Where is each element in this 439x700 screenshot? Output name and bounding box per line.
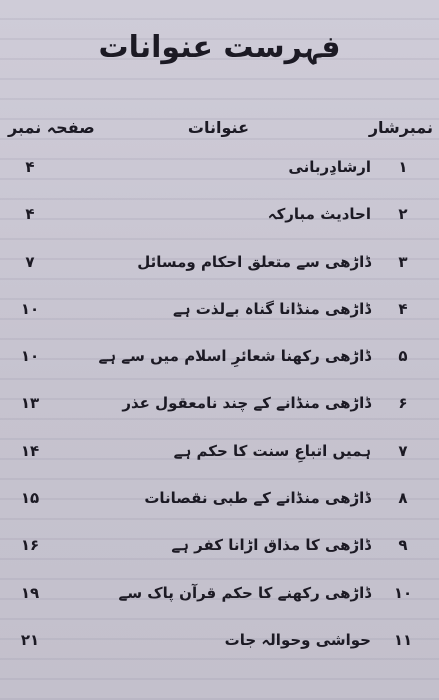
header-serial-number: نمبرشار bbox=[368, 118, 433, 137]
entry-number: ۲ bbox=[398, 205, 408, 224]
entry-number: ۵ bbox=[398, 347, 408, 366]
contents-list bbox=[0, 158, 439, 678]
entry-title: حواشی وحوالہ جات bbox=[224, 630, 371, 649]
entry-page: ۱۰ bbox=[20, 299, 40, 318]
entry-number: ۱۱ bbox=[393, 630, 413, 649]
entry-number: ۱ bbox=[398, 158, 408, 176]
entry-title: ڈاڑھی منڈانے کے چند نامعقول عذر bbox=[122, 394, 371, 413]
entry-page: ۴ bbox=[25, 205, 35, 224]
contents-row[interactable] bbox=[0, 158, 439, 205]
page-title: فہرست عنوانات bbox=[98, 30, 341, 65]
contents-row[interactable] bbox=[0, 489, 439, 536]
entry-page: ۷ bbox=[25, 252, 35, 271]
entry-page: ۱۵ bbox=[20, 489, 40, 508]
entry-title: ڈاڑھی کا مذاق اڑانا کفر ہے bbox=[171, 536, 371, 555]
entry-page: ۱۹ bbox=[20, 583, 40, 602]
entry-title: ڈاڑھی رکھنے کا حکم قرآن پاک سے bbox=[118, 583, 371, 602]
entry-title: ڈاڑھی منڈانے کے طبی نقصانات bbox=[144, 489, 371, 508]
entry-number: ۷ bbox=[398, 441, 408, 460]
entry-title: ڈاڑھی سے متعلق احکام ومسائل bbox=[137, 252, 371, 271]
entry-title: ہمیں اتباعِ سنت کا حکم ہے bbox=[173, 441, 371, 460]
contents-row[interactable] bbox=[0, 205, 439, 252]
entry-title: ارشادِربانی bbox=[288, 158, 371, 176]
entry-number: ۱۰ bbox=[393, 583, 413, 602]
entry-page: ۱۰ bbox=[20, 347, 40, 366]
contents-row[interactable] bbox=[0, 394, 439, 441]
header-topics: عنوانات bbox=[187, 118, 249, 137]
entry-number: ۶ bbox=[398, 394, 408, 413]
entry-title: احادیث مبارکہ bbox=[267, 205, 371, 224]
contents-row[interactable] bbox=[0, 300, 439, 347]
contents-row[interactable] bbox=[0, 347, 439, 394]
entry-number: ۴ bbox=[398, 299, 408, 318]
entry-page: ۱۳ bbox=[20, 394, 40, 413]
entry-title: ڈاڑھی منڈانا گناہ بےلذت ہے bbox=[172, 299, 371, 318]
entry-number: ۸ bbox=[398, 489, 408, 508]
entry-page: ۱۴ bbox=[20, 441, 40, 460]
entry-page: ۴ bbox=[25, 158, 35, 176]
entry-page: ۱۶ bbox=[20, 536, 40, 555]
header-page-number: صفحہ نمبر bbox=[8, 118, 95, 137]
contents-row[interactable] bbox=[0, 253, 439, 300]
contents-row[interactable] bbox=[0, 442, 439, 489]
entry-title: ڈاڑھی رکھنا شعائرِ اسلام میں سے ہے bbox=[98, 347, 371, 366]
contents-row[interactable] bbox=[0, 536, 439, 583]
contents-row[interactable] bbox=[0, 631, 439, 678]
entry-page: ۲۱ bbox=[20, 630, 40, 649]
entry-number: ۳ bbox=[398, 252, 408, 271]
contents-row[interactable] bbox=[0, 584, 439, 631]
entry-number: ۹ bbox=[398, 536, 408, 555]
